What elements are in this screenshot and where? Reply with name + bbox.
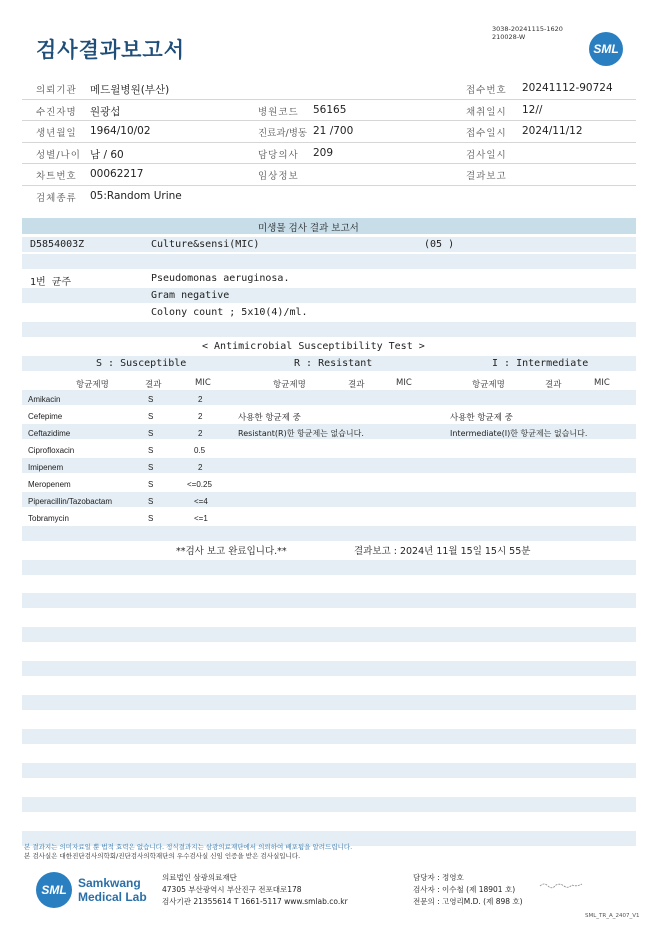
brand-line-1: Samkwang: [78, 876, 141, 890]
value-requesting-org: 메드윌병원(부산): [90, 84, 170, 96]
value-sex-age: 남 / 60: [90, 148, 124, 161]
drug-mic: <=1: [194, 514, 208, 523]
drug-mic: 2: [198, 429, 203, 438]
organism-name: Pseudomonas aeruginosa.: [151, 273, 290, 284]
label-result-report: 결과보고: [466, 171, 507, 182]
label-chart-no: 차트번호: [36, 171, 77, 182]
label-receipt-date: 접수일시: [466, 128, 507, 139]
drug-name: Meropenem: [28, 480, 71, 489]
patient-info-table: [22, 78, 636, 206]
drug-mic: 2: [198, 463, 203, 472]
label-hospital-code: 병원코드: [258, 106, 299, 118]
legend-intermediate: I : Intermediate: [492, 358, 589, 369]
col-drug: 항균제명: [76, 380, 109, 390]
band: [22, 492, 636, 507]
col-mic: MIC: [396, 378, 412, 388]
col-mic: MIC: [594, 378, 610, 388]
intermediate-note-2: Intermediate(I)한 항균제는 없습니다.: [450, 429, 588, 438]
band: [22, 729, 636, 744]
drug-result: S: [148, 429, 154, 438]
value-collection-date: 12//: [522, 103, 543, 116]
value-chart-no: 00062217: [90, 168, 144, 180]
drug-name: Cefepime: [28, 412, 63, 421]
disclaimer-note: 본 결과지는 의미자료일 뿐 법적 효력은 없습니다. 정식결과지는 삼광의료재단에서 의뢰하여 배포됨을 알려드립니다.: [24, 843, 353, 851]
colony-count: Colony count ; 5x10(4)/ml.: [151, 307, 308, 318]
drug-mic: <=0.25: [187, 480, 212, 489]
label-clinical-info: 임상정보: [258, 171, 299, 182]
drug-name: Imipenem: [28, 463, 64, 472]
drug-mic: <=4: [194, 497, 208, 506]
col-result: 결과: [145, 380, 162, 390]
drug-result: S: [148, 446, 154, 455]
drug-mic: 0.5: [194, 446, 206, 455]
band: [22, 458, 636, 473]
value-receipt-date: 2024/11/12: [522, 125, 583, 137]
label-sex-age: 성별/나이: [36, 149, 81, 161]
legend-resistant: R : Resistant: [294, 358, 373, 369]
col-drug: 항균제명: [273, 380, 306, 390]
band: [22, 254, 636, 269]
drug-result: S: [148, 412, 154, 421]
band: [22, 661, 636, 676]
report-complete: **검사 보고 완료입니다.**: [176, 546, 287, 557]
signature-icon: [538, 880, 586, 890]
specimen-id: D5854003Z: [30, 239, 85, 250]
info-row: [22, 78, 636, 100]
info-row: [22, 121, 636, 143]
staff-physician: 전문의 : 고영리M.D. (제 898 호): [413, 897, 523, 906]
drug-result: S: [148, 514, 154, 523]
value-hospital-code: 56165: [313, 103, 347, 116]
band: [22, 322, 636, 337]
document-id: 3038-20241115-1620 210028-W: [492, 25, 563, 41]
label-requesting-org: 의뢰기관: [36, 85, 77, 96]
value-specimen-type: 05:Random Urine: [90, 189, 182, 202]
staff-contact: 담당자 : 정영호: [413, 873, 464, 882]
drug-name: Tobramycin: [28, 514, 69, 523]
band: [22, 288, 636, 303]
organism-label: 1번 균주: [30, 277, 72, 288]
band: [22, 237, 636, 252]
label-collection-date: 채취일시: [466, 106, 507, 118]
sml-logo: SML: [589, 32, 623, 66]
label-patient-name: 수진자명: [36, 106, 77, 118]
value-patient-name: 원광섭: [90, 105, 121, 118]
sml-footer-logo: SML: [36, 872, 72, 908]
band: [22, 695, 636, 710]
resistant-note-1: 사용한 항균제 중: [238, 413, 301, 423]
band: [22, 763, 636, 778]
intermediate-note-1: 사용한 항균제 중: [450, 413, 513, 423]
label-doctor: 담당의사: [258, 149, 299, 161]
staff-tester: 검사자 : 이수철 (제 18901 호): [413, 885, 516, 894]
drug-mic: 2: [198, 412, 203, 421]
drug-result: S: [148, 463, 154, 472]
drug-name: Ceftazidime: [28, 429, 71, 438]
info-row: [22, 100, 636, 122]
form-code: SML_TR_A_2407_V1: [585, 913, 640, 919]
ast-title: < Antimicrobial Susceptibility Test >: [202, 341, 425, 352]
band: [22, 627, 636, 642]
accreditation-note: 본 검사실은 대한진단검사의학회/진단검사의학재단의 우수검사실 신임 인증을 받은 검사실입니다.: [24, 852, 301, 860]
value-doctor: 209: [313, 146, 334, 159]
legend-susceptible: S : Susceptible: [96, 358, 187, 369]
drug-name: Piperacillin/Tazobactam: [28, 497, 113, 506]
col-result: 결과: [348, 380, 365, 390]
col-result: 결과: [545, 380, 562, 390]
label-receipt-no: 접수번호: [466, 85, 507, 96]
value-receipt-no: 20241112-90724: [522, 82, 613, 94]
gram-stain: Gram negative: [151, 290, 230, 301]
value-birth-date: 1964/10/02: [90, 125, 151, 137]
info-row: [22, 143, 636, 165]
org-contact: 검사기관 21355614 T 1661-5117 www.smlab.co.kr: [162, 897, 348, 906]
label-birth-date: 생년월일: [36, 128, 77, 139]
org-name: 의료법인 삼광의료재단: [162, 873, 237, 882]
report-time: 결과보고 : 2024년 11월 15일 15시 55분: [354, 546, 531, 557]
info-row: [22, 164, 636, 186]
test-code: (05 ): [424, 239, 455, 250]
org-address: 47305 부산광역시 부산진구 전포대로178: [162, 885, 302, 894]
col-mic: MIC: [195, 378, 211, 388]
value-department: 21 /700: [313, 125, 354, 137]
drug-result: S: [148, 395, 154, 404]
band: [22, 526, 636, 541]
drug-result: S: [148, 497, 154, 506]
label-test-date: 검사일시: [466, 149, 507, 161]
band: [22, 560, 636, 575]
drug-mic: 2: [198, 395, 203, 404]
page-title: 검사결과보고서: [36, 38, 186, 62]
label-specimen-type: 검체종류: [36, 192, 77, 204]
label-department: 진료과/병동: [258, 128, 308, 139]
col-drug: 항균제명: [472, 380, 505, 390]
section-title: 미생물 검사 결과 보고서: [258, 223, 359, 234]
band: [22, 797, 636, 812]
band: [22, 593, 636, 608]
info-row: [22, 186, 636, 207]
drug-name: Amikacin: [28, 395, 61, 404]
test-name: Culture&sensi(MIC): [151, 239, 260, 250]
resistant-note-2: Resistant(R)한 항균제는 없습니다.: [238, 429, 364, 438]
drug-result: S: [148, 480, 154, 489]
brand-line-2: Medical Lab: [78, 890, 147, 904]
band: [22, 390, 636, 405]
drug-name: Ciprofloxacin: [28, 446, 75, 455]
